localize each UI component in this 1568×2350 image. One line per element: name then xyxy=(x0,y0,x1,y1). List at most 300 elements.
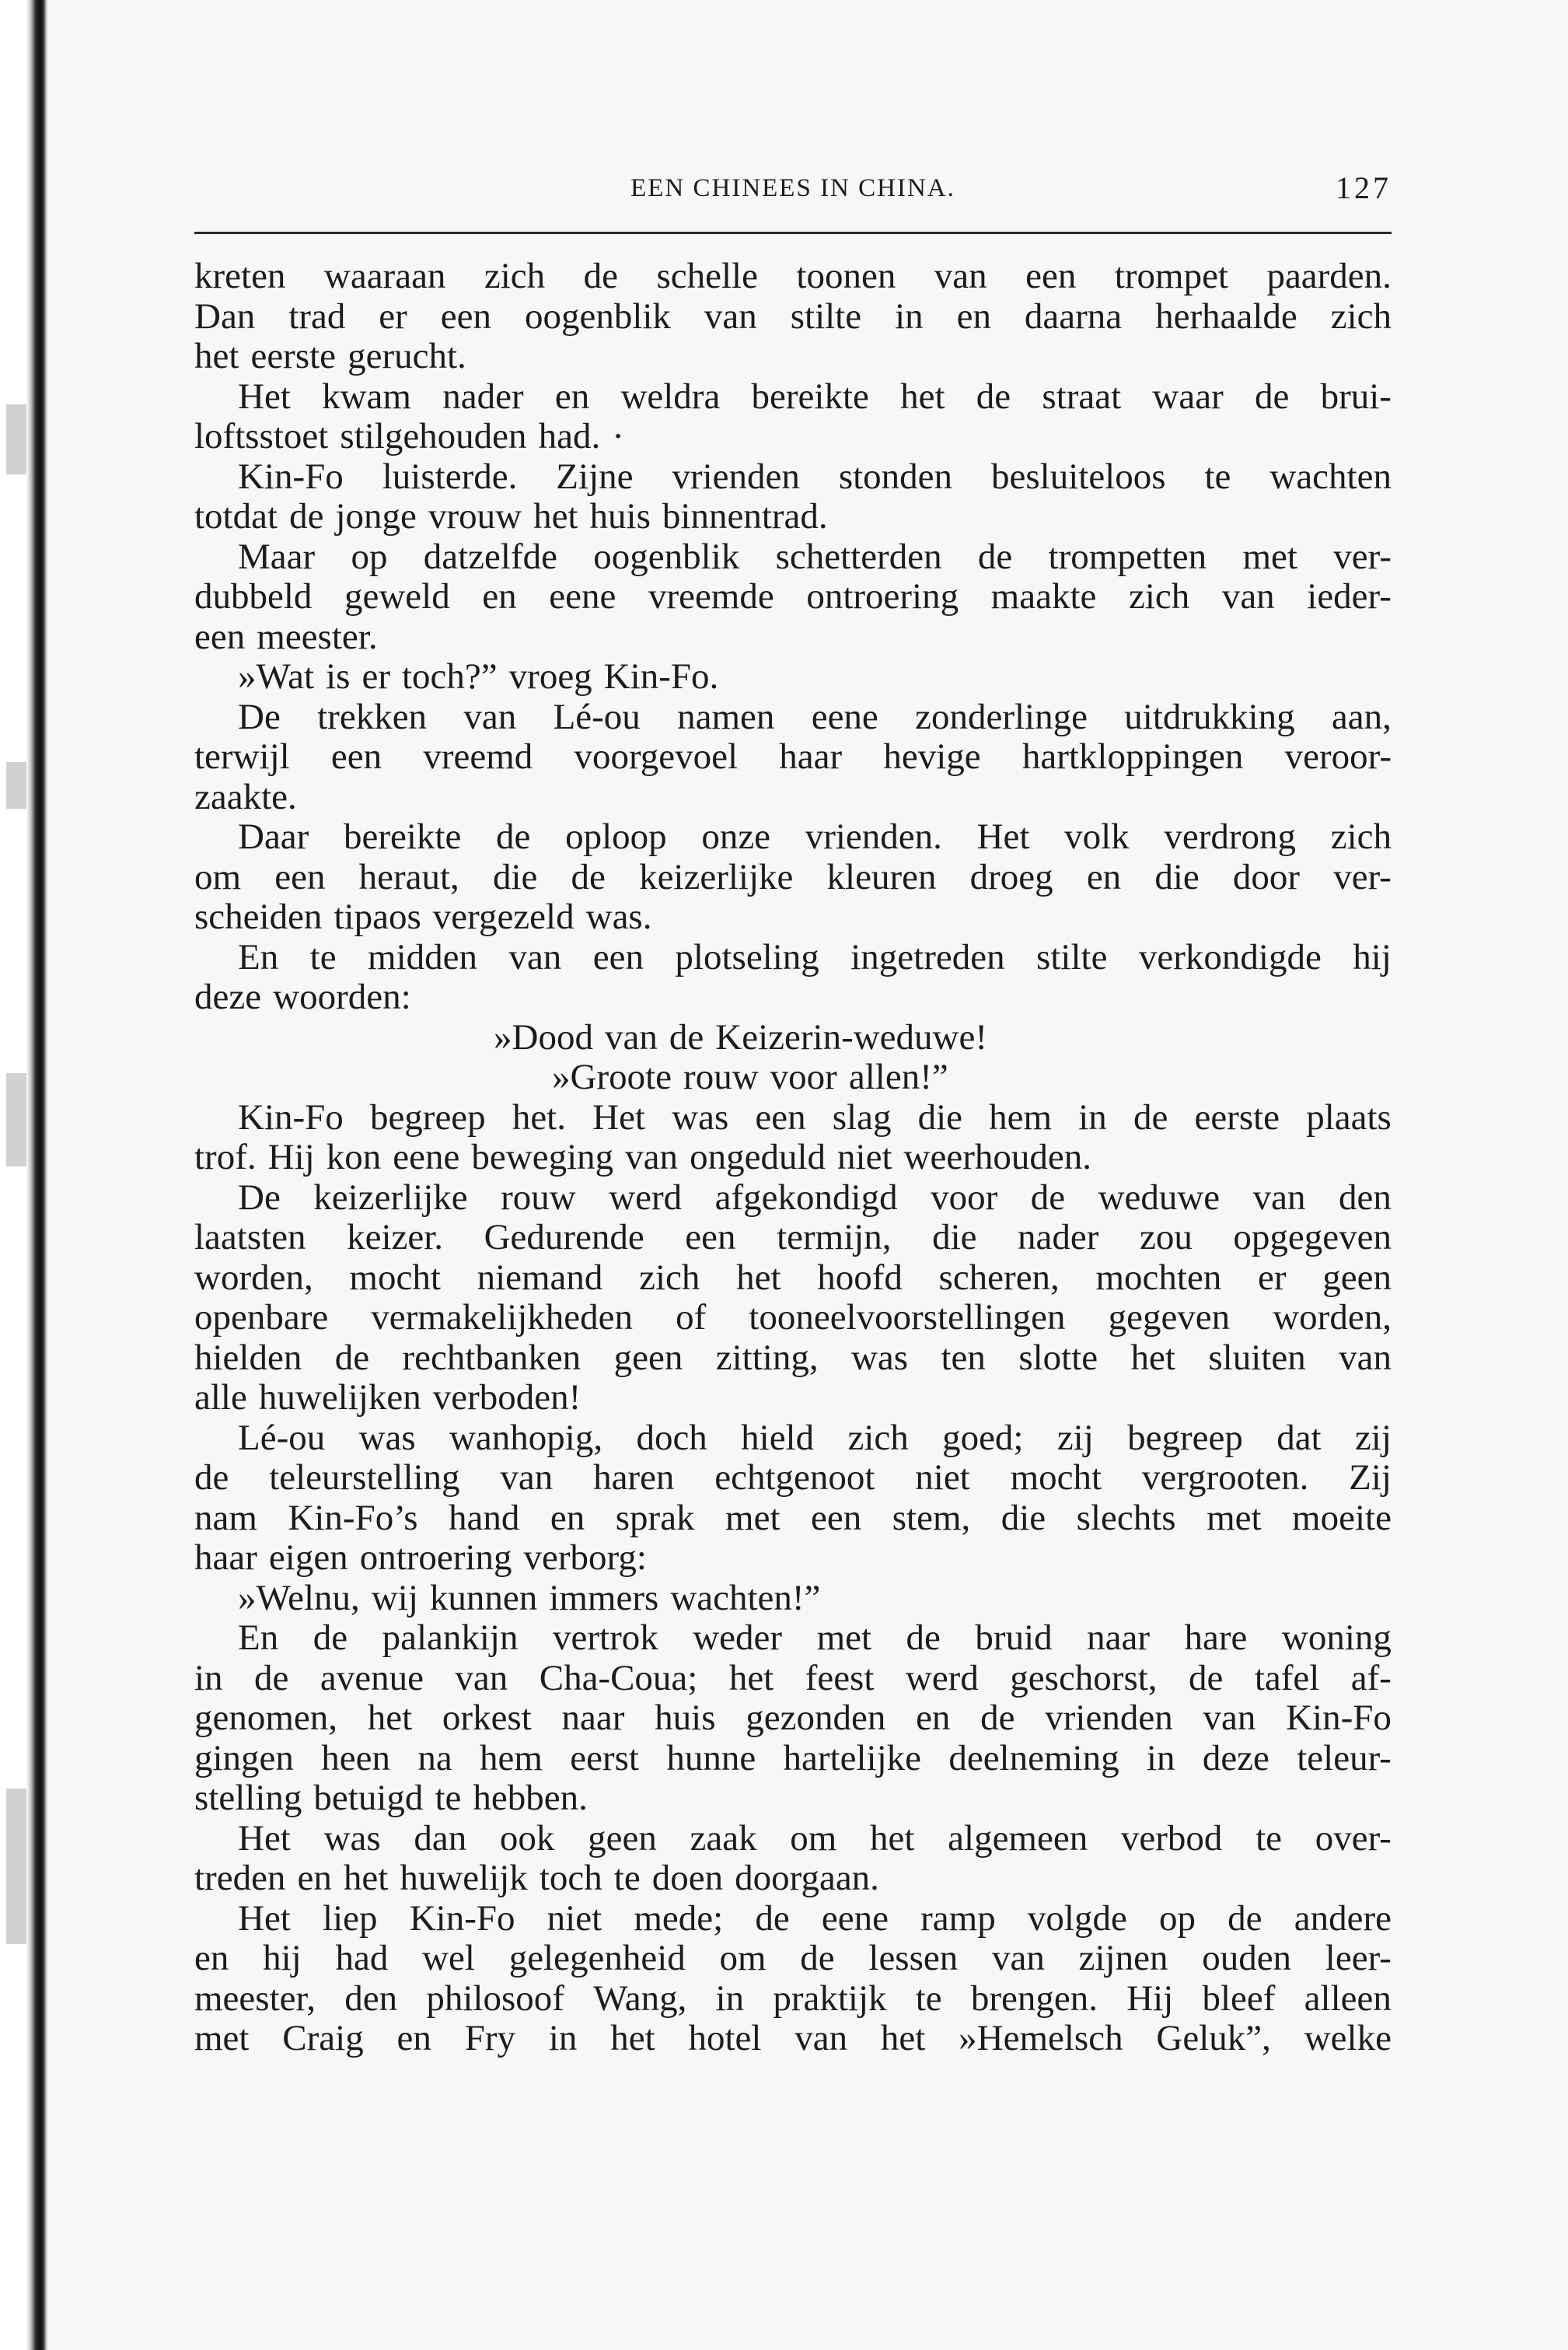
word: van xyxy=(463,696,517,737)
word: zijnen xyxy=(1078,1938,1168,1978)
word: tipaos xyxy=(334,897,421,937)
word: hij xyxy=(1353,936,1392,977)
word: besluiteloos xyxy=(991,456,1166,497)
word: bereikte xyxy=(344,817,462,857)
word: kon xyxy=(326,1137,382,1177)
text-line xyxy=(194,1258,1392,1299)
word: om xyxy=(194,856,242,897)
text-line xyxy=(194,698,1392,738)
word: ontroering xyxy=(359,1537,512,1578)
word: De xyxy=(238,1177,281,1218)
word: alleen xyxy=(1304,1978,1392,2019)
word: vrienden. xyxy=(805,817,942,857)
text-line xyxy=(194,1458,1392,1498)
word: bleef xyxy=(1202,1978,1276,2019)
word: haren xyxy=(593,1457,675,1498)
word: rechtbanken xyxy=(402,1337,581,1378)
word: zij xyxy=(1056,1417,1094,1458)
word: Daar xyxy=(238,817,309,857)
word: vroeg xyxy=(508,656,592,697)
word: Cha-Coua; xyxy=(539,1657,698,1698)
word: ouden xyxy=(1202,1938,1292,1978)
word: begreep xyxy=(369,1096,486,1138)
word: Zij xyxy=(1349,1457,1392,1498)
word: uitdrukking xyxy=(1124,696,1295,737)
word: treden xyxy=(194,1858,286,1898)
word: het xyxy=(367,1698,413,1738)
word: hevige xyxy=(883,736,981,777)
word: jonge xyxy=(335,496,417,537)
text-line xyxy=(194,297,1392,337)
word: veroor- xyxy=(1284,736,1392,777)
text-line xyxy=(194,1698,1392,1739)
word: van xyxy=(1221,576,1275,617)
word: orkest xyxy=(442,1698,532,1738)
word: stilte xyxy=(1036,936,1108,977)
word: in xyxy=(194,1657,223,1698)
word: vergezeld xyxy=(432,897,574,937)
word: geschorst, xyxy=(1010,1657,1158,1698)
word: verkondigde xyxy=(1138,936,1322,977)
word: zich xyxy=(484,256,546,296)
word: de xyxy=(1133,1096,1168,1138)
word: bruid xyxy=(975,1617,1053,1658)
word: zou xyxy=(1139,1217,1193,1257)
word: Zijne xyxy=(556,456,634,497)
word: de xyxy=(1254,376,1290,417)
word: schetterden xyxy=(775,536,942,577)
word: van xyxy=(500,1457,554,1498)
word: trad xyxy=(288,295,346,337)
word: mocht xyxy=(349,1257,441,1298)
word: van xyxy=(992,1938,1045,1978)
word: »Wat xyxy=(238,656,315,697)
word: keizerlijke xyxy=(639,856,794,897)
word: een xyxy=(194,616,246,657)
word: de xyxy=(254,1657,289,1698)
word: maakte xyxy=(990,576,1097,617)
word: heen xyxy=(321,1737,390,1778)
word: beweging xyxy=(471,1137,614,1177)
word: niet xyxy=(837,1137,892,1177)
word: wanhopig, xyxy=(449,1417,603,1458)
word: daarna xyxy=(1024,295,1123,337)
word: genomen, xyxy=(194,1698,338,1738)
word: geen xyxy=(613,1337,683,1378)
book-binding-edge xyxy=(0,0,48,2350)
word: hem xyxy=(480,1737,543,1778)
word: ongeduld xyxy=(690,1137,826,1177)
word: zaak xyxy=(690,1817,757,1859)
word: met xyxy=(194,2018,250,2058)
word: dubbeld xyxy=(194,576,313,617)
word: de xyxy=(755,1897,790,1939)
word: lessen xyxy=(868,1938,959,1978)
word: met xyxy=(725,1497,781,1538)
word: totdat xyxy=(194,496,278,537)
word: ontroering xyxy=(806,576,959,617)
word: die xyxy=(1001,1497,1046,1538)
word: het xyxy=(610,2018,655,2058)
word: datzelfde xyxy=(423,536,557,577)
word: scheiden xyxy=(194,897,323,937)
word: geen xyxy=(1322,1257,1392,1298)
word: in xyxy=(895,295,924,337)
word: er xyxy=(1258,1257,1287,1298)
word: van xyxy=(1339,1337,1392,1378)
word: teleurstelling xyxy=(269,1457,460,1498)
word: mede; xyxy=(634,1897,724,1939)
word: is xyxy=(326,656,351,697)
word: hield xyxy=(741,1417,815,1458)
word: doen xyxy=(651,1858,724,1898)
word: toch?” xyxy=(402,656,498,697)
text-line xyxy=(194,817,1392,858)
word: en xyxy=(554,376,590,417)
word: vertrok xyxy=(553,1617,658,1658)
word: voorgevoel xyxy=(574,736,739,777)
word: eene xyxy=(393,1137,460,1177)
word: zich xyxy=(1330,817,1392,857)
text-line xyxy=(194,1298,1392,1338)
word: en xyxy=(956,295,991,337)
word: een xyxy=(811,1497,862,1538)
text-line xyxy=(194,1098,1392,1138)
word: werd xyxy=(905,1657,979,1698)
text-line xyxy=(194,1178,1392,1219)
word: goed; xyxy=(942,1417,1024,1458)
word: Keizerin-weduwe! xyxy=(715,1016,987,1058)
word: Geluk”, xyxy=(1156,2018,1271,2058)
word: »Groote xyxy=(552,1057,672,1097)
text-line xyxy=(194,1378,1392,1418)
word: Kin-Fo. xyxy=(603,656,719,697)
word: woning xyxy=(1281,1617,1392,1658)
word: Gedurende xyxy=(484,1217,644,1257)
word: een xyxy=(440,295,491,337)
word: geen xyxy=(588,1817,657,1859)
text-line xyxy=(194,858,1392,898)
word: in xyxy=(715,1978,745,2019)
word: ver- xyxy=(1333,536,1392,577)
word: en xyxy=(1086,856,1122,897)
word: trekken xyxy=(317,696,428,737)
word: betuigd xyxy=(313,1778,424,1818)
word: haar xyxy=(194,1537,257,1578)
word: of xyxy=(676,1297,707,1338)
word: »Hemelsch xyxy=(959,2018,1123,2058)
word: Het xyxy=(238,1817,291,1859)
word: deze xyxy=(194,977,262,1017)
text-line xyxy=(194,577,1392,617)
word: hij xyxy=(263,1938,302,1978)
word: en xyxy=(916,1698,951,1738)
word: die xyxy=(492,856,538,897)
word: palankijn xyxy=(382,1617,519,1658)
word: plaats xyxy=(1306,1096,1392,1138)
word: · xyxy=(612,416,624,456)
word: was xyxy=(672,1096,729,1138)
word: hotel xyxy=(688,2018,762,2058)
word: het xyxy=(533,496,578,537)
word: het xyxy=(870,1817,915,1859)
word: weldra xyxy=(620,376,721,417)
text-line xyxy=(194,1939,1392,1979)
word: wachten!” xyxy=(670,1577,821,1618)
text-line xyxy=(194,1819,1392,1859)
word: stonden xyxy=(838,456,953,497)
word: en xyxy=(194,1938,229,1978)
word: Kin-Fo xyxy=(1286,1698,1392,1738)
word: de xyxy=(334,1337,370,1378)
word: Hij xyxy=(1126,1978,1174,2019)
word: weerhouden. xyxy=(903,1137,1091,1177)
word: plotseling xyxy=(675,936,819,977)
word: Maar xyxy=(238,536,316,577)
word: een xyxy=(330,736,382,777)
word: werd xyxy=(609,1177,683,1218)
word: voor xyxy=(770,1057,837,1097)
text-line xyxy=(194,417,1392,457)
word: die xyxy=(1154,856,1200,897)
word: ook xyxy=(499,1817,555,1859)
word: nam xyxy=(194,1497,257,1538)
word: herhaalde xyxy=(1155,295,1297,337)
word: kwam xyxy=(322,376,411,417)
word: hoofd xyxy=(817,1257,903,1298)
text-line xyxy=(194,938,1392,978)
word: in xyxy=(1078,1096,1107,1138)
page-header xyxy=(194,165,1392,212)
binding-shadow xyxy=(6,762,26,809)
word: opgegeven xyxy=(1233,1217,1392,1257)
word: mochten xyxy=(1095,1257,1222,1298)
word: zitting, xyxy=(715,1337,819,1378)
word: ramp xyxy=(920,1897,996,1939)
text-line xyxy=(194,1018,1392,1058)
word: volgde xyxy=(1027,1897,1127,1939)
word: naar xyxy=(1087,1617,1151,1658)
word: ingetreden xyxy=(850,936,1005,977)
word: trof. xyxy=(194,1137,257,1177)
word: Het xyxy=(238,1897,291,1939)
header-rule xyxy=(194,232,1392,234)
word: laatsten xyxy=(194,1217,306,1257)
text-line xyxy=(194,1498,1392,1539)
word: eerste xyxy=(250,336,337,376)
word: Lé-ou xyxy=(238,1417,326,1458)
word: wachten xyxy=(1269,456,1392,497)
word: rouw xyxy=(501,1177,576,1218)
word: deze xyxy=(1202,1737,1269,1778)
word: sluiten xyxy=(1208,1337,1306,1378)
word: dat xyxy=(1276,1417,1322,1458)
word: terwijl xyxy=(194,736,290,777)
word: het. xyxy=(512,1096,566,1138)
word: allen!” xyxy=(848,1057,948,1097)
text-line xyxy=(194,1058,1392,1098)
word: Het xyxy=(238,376,291,417)
word: hielden xyxy=(194,1337,302,1378)
word: den xyxy=(1339,1177,1392,1218)
word: nader xyxy=(1018,1217,1099,1257)
word: hare xyxy=(1184,1617,1248,1658)
word: het xyxy=(736,1257,781,1298)
text-line xyxy=(194,1538,1392,1579)
word: het xyxy=(1130,1337,1175,1378)
word: philosoof xyxy=(426,1978,564,2019)
word: stelling xyxy=(194,1778,302,1818)
word: toch xyxy=(539,1858,602,1898)
word: kreten xyxy=(194,256,286,296)
word: ten xyxy=(941,1337,986,1378)
word: met xyxy=(1207,1497,1262,1538)
word: hebben. xyxy=(473,1778,588,1818)
word: door xyxy=(1232,856,1301,897)
word: was. xyxy=(585,897,652,937)
word: kleuren xyxy=(826,856,937,897)
word: eene xyxy=(549,576,616,617)
word: de xyxy=(289,496,324,537)
word: van xyxy=(625,1137,679,1177)
word: algemeen xyxy=(948,1817,1088,1859)
word: midden xyxy=(368,936,477,977)
word: de xyxy=(583,256,618,296)
word: tooneelvoorstellingen xyxy=(749,1297,1066,1338)
word: gerucht. xyxy=(347,336,466,376)
word: die xyxy=(917,1096,963,1138)
word: de xyxy=(669,1016,704,1058)
word: een xyxy=(1025,256,1077,296)
word: praktijk xyxy=(773,1978,887,2019)
word: ieder- xyxy=(1307,576,1392,617)
word: op xyxy=(1159,1897,1196,1939)
word: waar xyxy=(1152,376,1224,417)
word: hartelijke xyxy=(783,1737,921,1778)
word: huwelijk xyxy=(400,1858,528,1898)
text-line xyxy=(194,897,1392,938)
word: Het xyxy=(976,817,1030,857)
word: zich xyxy=(847,1417,909,1458)
word: meester. xyxy=(257,616,378,657)
binding-shadow xyxy=(6,1073,26,1166)
word: af- xyxy=(1350,1657,1392,1698)
word: met xyxy=(1242,536,1297,577)
text-line xyxy=(194,1659,1392,1699)
word: oogenblik xyxy=(524,295,671,337)
word: de xyxy=(1228,1897,1262,1939)
word: een xyxy=(755,1096,806,1138)
word: onze xyxy=(701,817,771,857)
word: openbare xyxy=(194,1297,329,1338)
word: huwelijken xyxy=(258,1377,421,1418)
word: kunnen xyxy=(429,1577,538,1618)
word: hem xyxy=(989,1096,1053,1138)
word: meester, xyxy=(194,1978,316,2019)
word: verbod xyxy=(1120,1817,1223,1859)
word: in xyxy=(548,2018,578,2058)
running-title: EEN CHINEES IN CHINA. xyxy=(630,174,955,202)
word: hartkloppingen xyxy=(1021,736,1244,777)
text-line xyxy=(194,457,1392,498)
word: doch xyxy=(636,1417,707,1458)
word: en xyxy=(396,2018,431,2058)
text-line xyxy=(194,1739,1392,1779)
word: een xyxy=(592,936,644,977)
word: zich xyxy=(1128,576,1190,617)
word: over- xyxy=(1315,1817,1392,1859)
word: Craig xyxy=(282,2018,364,2058)
binding-shadow xyxy=(6,1789,26,1944)
word: na xyxy=(417,1737,452,1778)
word: vrienden xyxy=(1045,1698,1173,1738)
word: oploop xyxy=(565,817,667,857)
word: zonderlinge xyxy=(915,696,1088,737)
word: huis xyxy=(655,1698,716,1738)
word: een xyxy=(274,856,326,897)
word: namen xyxy=(677,696,775,737)
word: de xyxy=(1030,1177,1066,1218)
word: volk xyxy=(1064,817,1130,857)
word: brui- xyxy=(1320,376,1392,417)
word: wel xyxy=(422,1938,475,1978)
word: en xyxy=(482,576,517,617)
word: van xyxy=(704,295,757,337)
word: zich xyxy=(1330,295,1392,337)
word: het xyxy=(194,336,239,376)
word: de xyxy=(976,376,1011,417)
word: vrouw xyxy=(428,496,522,537)
word: de xyxy=(194,1457,229,1498)
word: woorden: xyxy=(273,977,411,1017)
text-line xyxy=(194,497,1392,537)
word: De xyxy=(238,696,281,737)
word: rouw xyxy=(683,1057,759,1097)
word: van xyxy=(455,1657,508,1698)
word: avenue xyxy=(320,1657,424,1698)
word: was xyxy=(323,1817,381,1859)
word: liep xyxy=(323,1897,378,1939)
text-line xyxy=(194,1979,1392,2020)
text-line xyxy=(194,337,1392,377)
text-line xyxy=(194,377,1392,418)
text-line xyxy=(194,2019,1392,2059)
word: leer- xyxy=(1325,1938,1392,1978)
word: Kin-Fo xyxy=(238,456,344,497)
word: »Welnu, xyxy=(238,1577,360,1618)
word: worden, xyxy=(194,1257,313,1298)
word: zaakte. xyxy=(194,776,297,817)
text-line xyxy=(194,1778,1392,1819)
word: immers xyxy=(549,1577,659,1618)
word: andere xyxy=(1294,1897,1392,1939)
word: den xyxy=(344,1978,398,2019)
word: het xyxy=(343,1858,389,1898)
word: van xyxy=(508,936,562,977)
word: van xyxy=(934,256,987,296)
word: huis xyxy=(589,496,651,537)
word: stilgehouden xyxy=(340,416,527,456)
text-line xyxy=(194,977,1392,1018)
word: de xyxy=(496,817,531,857)
word: het xyxy=(880,2018,926,2058)
word: slag xyxy=(832,1096,892,1138)
word: schelle xyxy=(656,256,758,296)
word: termijn, xyxy=(777,1217,892,1257)
text-line xyxy=(194,1338,1392,1379)
word: wij xyxy=(371,1577,418,1618)
word: te xyxy=(309,936,337,977)
